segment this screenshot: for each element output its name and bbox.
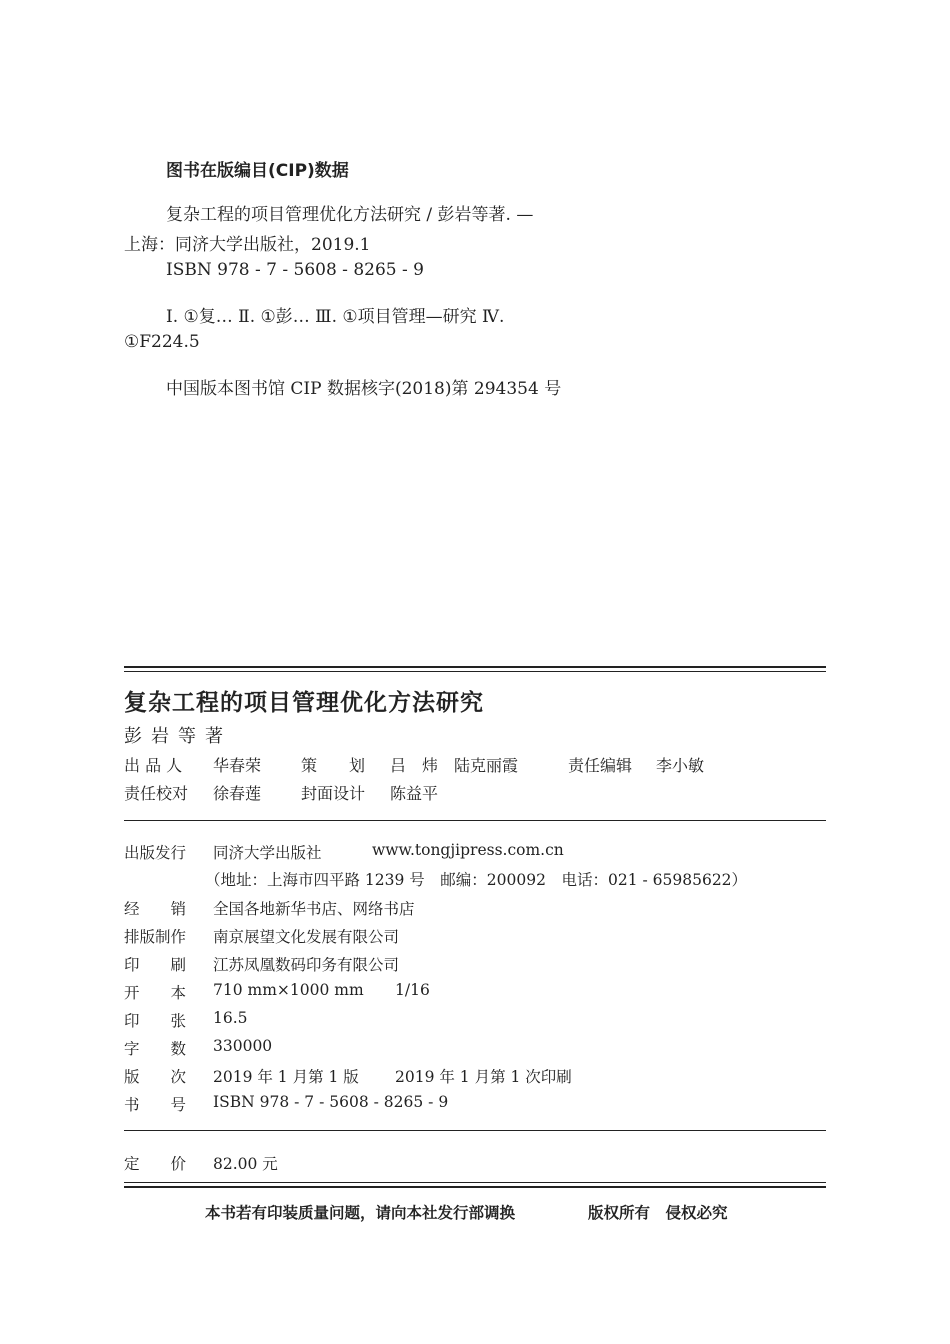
publisher-address: （地址：上海市四平路 1239 号 邮编：200092 电话：021 - 65985622）	[205, 871, 748, 889]
format-value: 710 mm×1000 mm	[213, 981, 364, 999]
producer-label: 出 品 人	[124, 756, 183, 775]
distributor-label: 经 销	[124, 900, 187, 918]
editor-name: 李小敏	[656, 756, 705, 775]
bottom-double-rule-1	[124, 1182, 826, 1183]
cover-designer-name: 陈益平	[390, 784, 439, 803]
printing-label: 印 刷	[124, 956, 187, 974]
top-double-rule-2	[124, 671, 826, 672]
mid-rule	[124, 820, 826, 821]
cip-heading: 图书在版编目(CIP)数据	[166, 161, 349, 181]
price-value: 82.00 元	[213, 1155, 278, 1173]
cover-design-label: 封面设计	[301, 784, 366, 803]
bottom-double-rule-2	[124, 1186, 826, 1188]
cip-title-line: 复杂工程的项目管理优化方法研究 / 彭岩等著. —	[166, 205, 534, 225]
sheets-label: 印 张	[124, 1012, 187, 1030]
publisher-label: 出版发行	[124, 844, 187, 862]
format-label: 开 本	[124, 984, 187, 1002]
edition-value: 2019 年 1 月第 1 版	[213, 1068, 359, 1086]
publisher-website: www.tongjipress.com.cn	[372, 841, 564, 859]
printer-value: 江苏凤凰数码印务有限公司	[213, 956, 400, 974]
impression-value: 2019 年 1 月第 1 次印刷	[395, 1068, 572, 1086]
cip-catalog-line: 中国版本图书馆 CIP 数据核字(2018)第 294354 号	[166, 379, 562, 399]
distributor-value: 全国各地新华书店、网络书店	[213, 900, 415, 918]
proofreader-label: 责任校对	[124, 784, 189, 803]
top-double-rule-1	[124, 666, 826, 668]
cip-publisher-line: 上海：同济大学出版社，2019.1	[124, 235, 371, 255]
cip-isbn-line: ISBN 978 - 7 - 5608 - 8265 - 9	[166, 260, 424, 280]
isbn-value: ISBN 978 - 7 - 5608 - 8265 - 9	[213, 1093, 449, 1111]
price-rule	[124, 1130, 826, 1131]
publisher-name: 同济大学出版社	[213, 844, 322, 862]
price-label: 定 价	[124, 1155, 187, 1173]
proofreader-name: 徐春莲	[213, 784, 262, 803]
typesetting-label: 排版制作	[124, 928, 187, 946]
edition-label: 版 次	[124, 1068, 187, 1086]
cip-classification-line: ①F224.5	[124, 332, 200, 352]
sheets-value: 16.5	[213, 1009, 248, 1027]
planner-names: 吕 炜 陆克丽霞	[390, 756, 519, 775]
isbn-label: 书 号	[124, 1096, 187, 1114]
cip-subject-line: Ⅰ. ①复… Ⅱ. ①彭… Ⅲ. ①项目管理—研究 Ⅳ.	[166, 307, 505, 327]
producer-name: 华春荣	[213, 756, 262, 775]
quality-notice: 本书若有印装质量问题，请向本社发行部调换	[205, 1204, 516, 1222]
word-count-value: 330000	[213, 1037, 273, 1055]
format-fold: 1/16	[395, 981, 430, 999]
book-author: 彭岩等著	[124, 726, 232, 747]
editor-label: 责任编辑	[568, 756, 633, 775]
typesetting-value: 南京展望文化发展有限公司	[213, 928, 400, 946]
planning-label: 策 划	[301, 756, 366, 775]
rights-notice: 版权所有 侵权必究	[588, 1204, 728, 1222]
word-count-label: 字 数	[124, 1040, 187, 1058]
book-title: 复杂工程的项目管理优化方法研究	[124, 690, 484, 716]
